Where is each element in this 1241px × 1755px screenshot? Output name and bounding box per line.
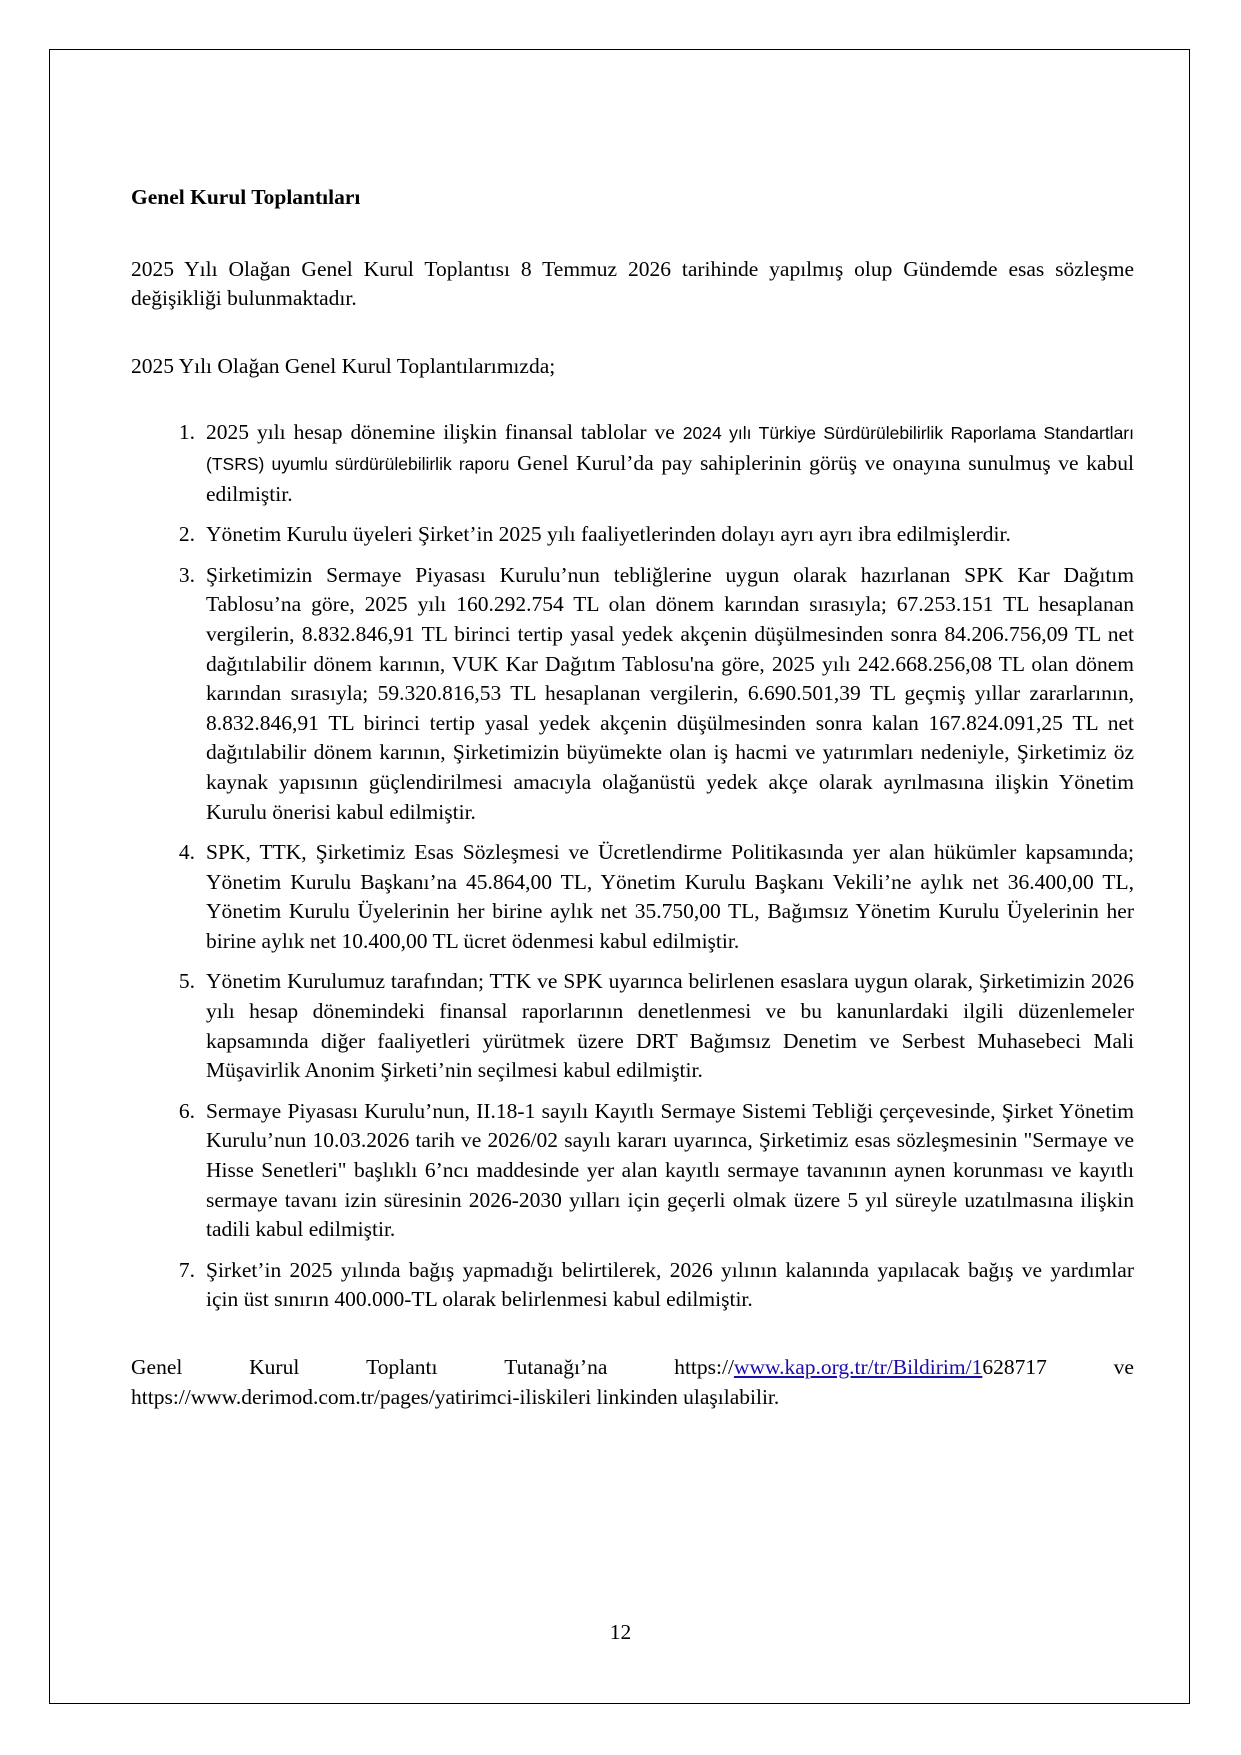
kap-url — [674, 1353, 1047, 1383]
list-item-text — [206, 418, 1134, 509]
list-item-number: 6. — [178, 1098, 195, 1123]
list-item — [131, 561, 1134, 827]
list-item-text: Yönetim Kurulu üyeleri Şirket’in 2025 yılı faaliyetlerinden dolayı ayrı ayrı ibra edilmişlerdir. — [206, 522, 1011, 547]
kap-url-suffix: 628717 — [982, 1355, 1047, 1379]
intro-paragraph: 2025 Yılı Olağan Genel Kurul Toplantısı 8 Temmuz 2026 tarihinde yapılmış olup Gündemde esas sözleşme değişikliği bulunmaktadır. — [131, 256, 1134, 311]
closing-word: ve — [1113, 1355, 1134, 1379]
section-heading: Genel Kurul Toplantıları — [131, 185, 361, 209]
list-intro-paragraph: 2025 Yılı Olağan Genel Kurul Toplantılarımızda; — [131, 353, 556, 378]
resolutions-list — [131, 418, 1134, 1315]
list-item-text: Şirket’in 2025 yılında bağış yapmadığı belirtilerek, 2026 yılının kalanında yapılacak bağış ve yardımlar için üst sınırın 400.000-TL olarak belirlenmesi kabul edilmiştir. — [206, 1257, 1134, 1312]
list-item-number: 3. — [178, 562, 195, 587]
closing-word: Genel — [131, 1355, 183, 1379]
list-item-number: 5. — [178, 969, 195, 994]
list-item-text: Yönetim Kurulumuz tarafından; TTK ve SPK uyarınca belirlenen esaslara uygun olarak, Şirketimizin 2026 yılı hesap dönemindeki finansal raporlarının denetlenmesi ve bu kanunlardaki ilgili düzenlemeler kapsamında diğer faaliyetleri yürütmek üzere DRT Bağımsız Denetim ve Serbest Muhasebeci Mali Müşavirlik Anonim Şirketi’nin seçilmesi kabul edilmiştir. — [206, 969, 1134, 1083]
closing-word: Kurul — [249, 1355, 300, 1379]
list-item — [131, 838, 1134, 956]
list-item-number: 7. — [178, 1257, 195, 1282]
list-item-text: Şirketimizin Sermaye Piyasası Kurulu’nun tebliğlerine uygun olarak hazırlanan SPK Kar Dağıtım Tablosu’na göre, 2025 yılı 160.292.754 TL olan dönem karından sırasıyla; 67.253.151 TL hesaplanan vergilerin, 8.832.846,91 TL birinci tertip yasal yedek akçenin düşülmesinden sonra 84.206.756,09 TL net dağıtılabilir dönem karının, VUK Kar Dağıtım Tablosu'na göre, 2025 yılı 242.668.256,08 TL olan dönem karından sırasıyla; 59.320.816,53 TL hesaplanan vergilerin, 6.690.501,39 TL geçmiş yıllar zararlarının, 8.832.846,91 TL birinci tertip yasal yedek akçenin düşülmesinden sonra kalan 167.824.091,25 TL net dağıtılabilir dönem karının, Şirketimizin büyümekte olan iş hacmi ve yatırımları nedeniyle, Şirketimiz öz kaynak yapısının güçlendirilmesi amacıyla olağanüstü yedek akçe olarak ayrılmasına ilişkin Yönetim Kurulu önerisi kabul edilmiştir. — [206, 562, 1134, 824]
list-item — [131, 1097, 1134, 1245]
closing-line-2: https://www.derimod.com.tr/pages/yatirimci-iliskileri linkinden ulaşılabilir. — [131, 1384, 780, 1409]
list-item — [131, 418, 1134, 509]
list-item — [131, 520, 1134, 550]
closing-paragraph — [131, 1353, 1134, 1412]
list-item-number: 1. — [178, 420, 195, 445]
page-number: 12 — [609, 1620, 632, 1644]
closing-line-1 — [131, 1353, 1134, 1383]
closing-word: Toplantı — [366, 1355, 438, 1379]
list-item — [131, 1256, 1134, 1315]
kap-url-prefix: https:// — [674, 1355, 734, 1379]
list-item-text-part: Genel Kurul’da pay sahiplerinin görüş ve onayına sunulmuş ve kabul edilmiştir. — [206, 450, 1134, 506]
list-item-text: Sermaye Piyasası Kurulu’nun, II.18-1 sayılı Kayıtlı Sermaye Sistemi Tebliği çerçevesinde, Şirket Yönetim Kurulu’nun 10.03.2026 tarih ve 2026/02 sayılı kararı uyarınca, Şirketimiz esas sözleşmesinin "Sermaye ve Hisse Senetleri" başlıklı 6’ncı maddesinde yer alan kayıtlı sermaye tavanının aynen korunması ve kayıtlı sermaye tavanı izin süresinin 2026-2030 yılları için geçerli olmak üzere 5 yıl süreyle uzatılmasına ilişkin tadili kabul edilmiştir. — [206, 1098, 1134, 1242]
list-item-text: SPK, TTK, Şirketimiz Esas Sözleşmesi ve Ücretlendirme Politikasında yer alan hükümler kapsamında; Yönetim Kurulu Başkanı’na 45.864,00 TL, Yönetim Kurulu Başkanı Vekili’ne aylık net 36.400,00 TL, Yönetim Kurulu Üyelerinin her birine aylık net 35.750,00 TL, Bağımsız Yönetim Kurulu Üyelerinin her birine aylık net 10.400,00 TL ücret ödenmesi kabul edilmiştir. — [206, 840, 1134, 953]
list-item-number: 4. — [178, 840, 195, 865]
list-item — [131, 967, 1134, 1085]
kap-link[interactable]: www.kap.org.tr/tr/Bildirim/1 — [733, 1355, 983, 1379]
list-item-number: 2. — [178, 522, 195, 547]
document-body — [131, 183, 1134, 1412]
list-item-text-part-small: 2024 yılı Türkiye Sürdürülebilirlik Raporlama Standartları (TSRS) uyumlu sürdürülebilirlik raporu — [206, 423, 1134, 474]
list-item-text-part: 2025 yılı hesap dönemine ilişkin finansal tablolar ve — [206, 420, 683, 445]
closing-word: Tutanağı’na — [504, 1355, 608, 1379]
